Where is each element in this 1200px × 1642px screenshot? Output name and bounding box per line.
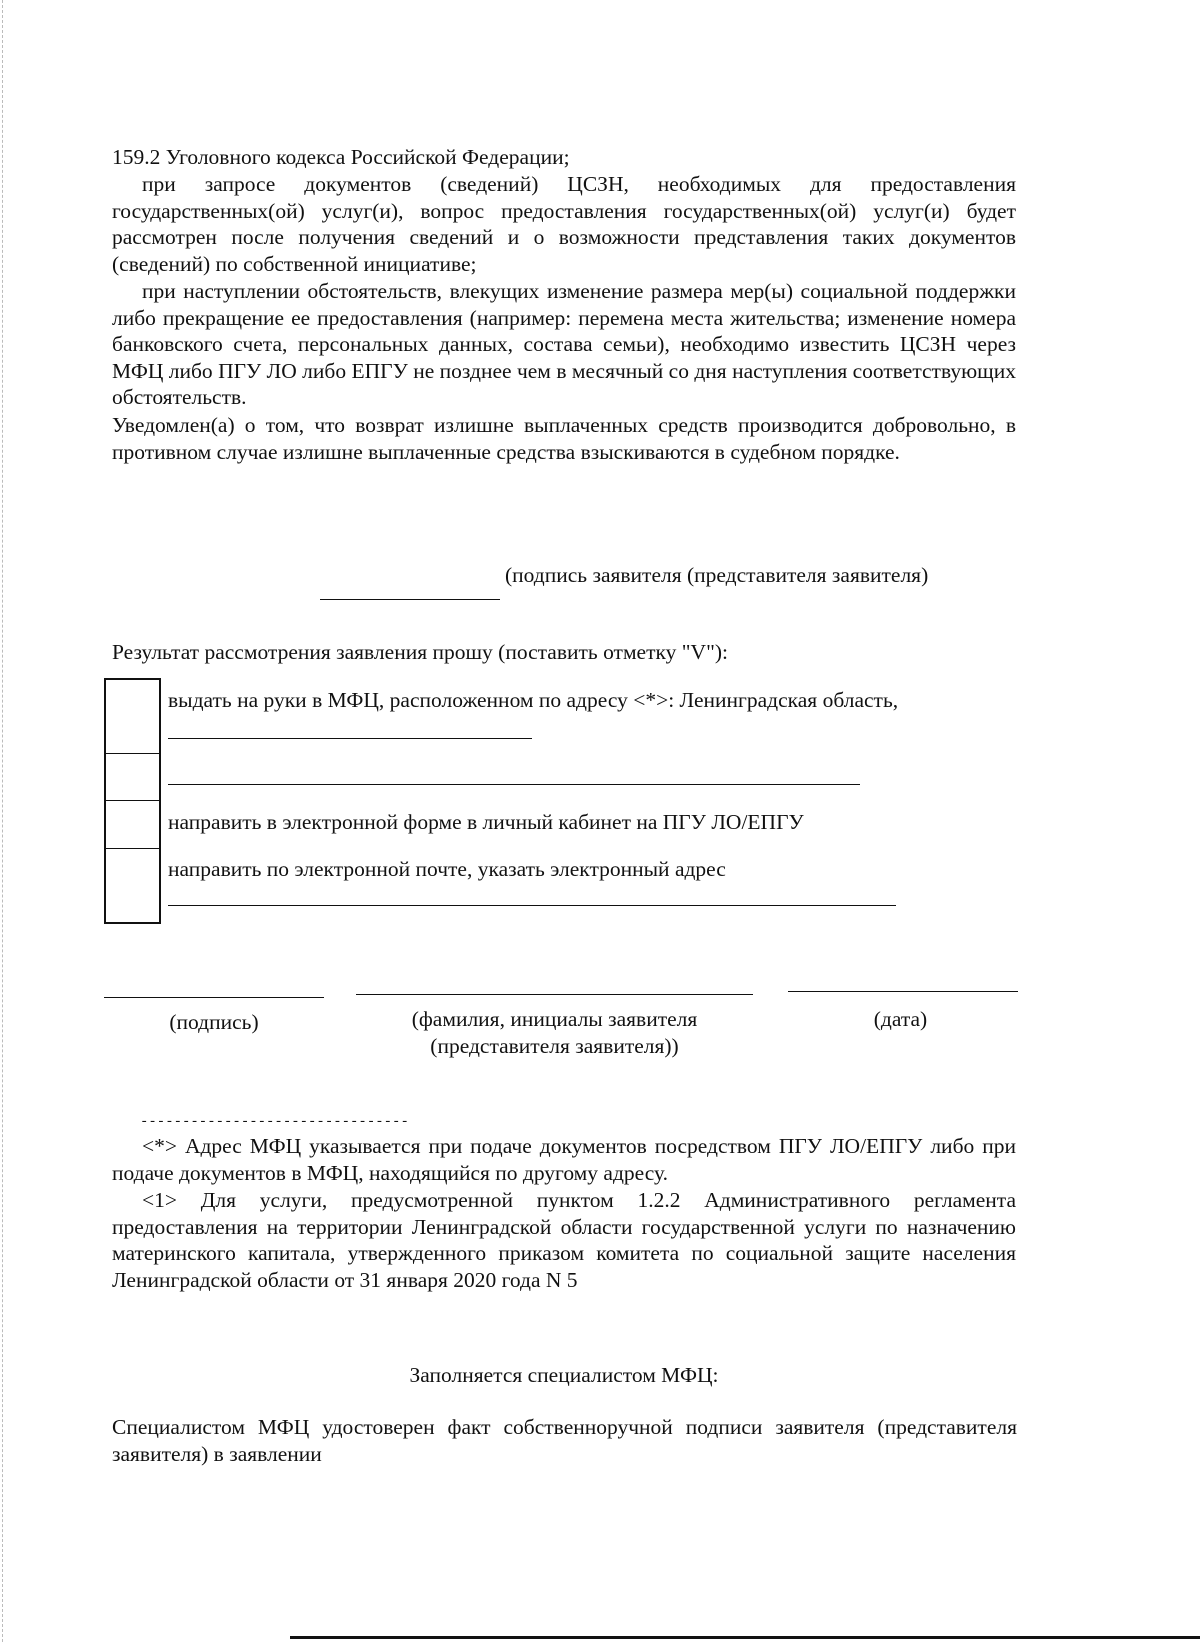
name-caption-line-1: (фамилия, инициалы заявителя	[411, 1007, 698, 1031]
option-personal-account: направить в электронной форме в личный кабинет на ПГУ ЛО/ЕПГУ	[168, 810, 804, 834]
name-caption-line-2: (представителя заявителя))	[430, 1034, 679, 1058]
result-heading: Результат рассмотрения заявления прошу (поставить отметку "V"):	[112, 640, 728, 664]
page-bottom-rule	[290, 1636, 1200, 1639]
date-caption: (дата)	[873, 1007, 928, 1031]
signature-line[interactable]	[104, 997, 324, 998]
para-circumstances-change: при наступлении обстоятельств, влекущих изменение размера мер(ы) социальной поддержки либо прекращение ее предоставления (например: перемена места жительства; изменение номера банковского счета, персональных данных, состава семьи), необходимо известить ЦСЗН через МФЦ либо ПГУ ЛО либо ЕПГУ не позднее чем в месячный со дня наступления соответствующих обстоятельств.	[112, 279, 1016, 410]
para-overpayment-notice: Уведомлен(а) о том, что возврат излишне выплаченных средств производится добровольно, в противном случае излишне выплаченные средства взыскиваются в судебном порядке.	[112, 413, 1016, 464]
mfc-specialist-heading: Заполняется специалистом МФЦ:	[409, 1363, 719, 1387]
mfc-specialist-statement: Специалистом МФЦ удостоверен факт собственноручной подписи заявителя (представителя заявителя) в заявлении	[112, 1415, 1017, 1466]
checkbox-option-3[interactable]	[106, 800, 159, 846]
checkbox-option-1[interactable]	[106, 680, 159, 751]
option-email: направить по электронной почте, указать электронный адрес	[168, 857, 726, 881]
footnote-maternity-capital: <1> Для услуги, предусмотренной пунктом 1.2.2 Административного регламента предоставления на территории Ленинградской области государственной услуги по назначению материнского капитала, утвержденного приказом комитета по социальной защите населения Ленинградской области от 31 января 2020 года N 5	[112, 1188, 1016, 1292]
applicant-signature-line[interactable]	[320, 599, 500, 600]
para-document-request: при запросе документов (сведений) ЦСЗН, необходимых для предоставления государственных(ой) услуг(и), вопрос предоставления государственных(ой) услуг(и) будет рассмотрен после получения сведений и о возможности представления таких документов (сведений) по собственной инициативе;	[112, 172, 1016, 276]
option-issue-in-mfc: выдать на руки в МФЦ, расположенном по адресу <*>: Ленинградская область,	[168, 688, 899, 712]
name-initials-line[interactable]	[356, 994, 753, 995]
footnote-mfc-address: <*> Адрес МФЦ указывается при подаче документов посредством ПГУ ЛО/ЕПГУ либо при подаче документов в МФЦ, находящийся по другому адресу.	[112, 1134, 1016, 1185]
footnote-separator: --------------------------------	[140, 1114, 409, 1130]
email-address-line[interactable]	[168, 905, 896, 906]
checkbox-option-2[interactable]	[106, 753, 159, 798]
scan-edge-marks	[2, 0, 3, 1642]
signature-caption: (подпись)	[169, 1010, 259, 1034]
applicant-signature-caption: (подпись заявителя (представителя заявителя)	[505, 563, 929, 587]
option-2-blank-line[interactable]	[168, 784, 860, 785]
para-criminal-code-reference: 159.2 Уголовного кодекса Российской Федерации;	[112, 145, 570, 169]
mfc-address-line[interactable]	[168, 738, 532, 739]
checkbox-option-4[interactable]	[106, 848, 159, 922]
date-line[interactable]	[788, 991, 1018, 992]
